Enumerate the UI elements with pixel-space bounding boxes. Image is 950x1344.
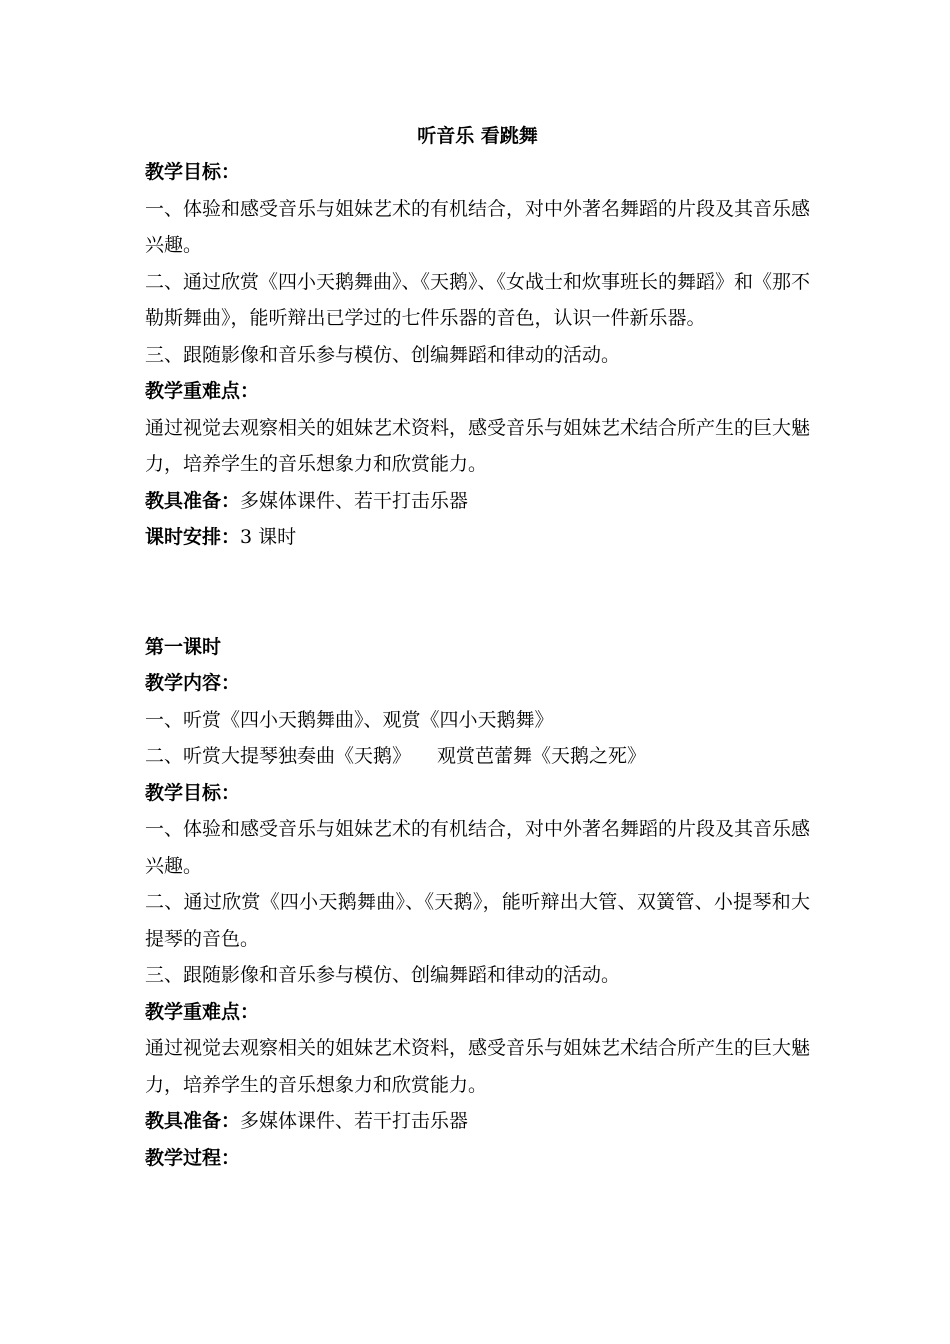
- lesson-1-key-heading: 教学重难点：: [145, 1000, 260, 1023]
- goal-item-1: 一、体验和感受音乐与姐妹艺术的有机结合，对中外著名舞蹈的片段及其音乐感兴趣。: [145, 197, 811, 256]
- key-difficulty-heading: 教学重难点：: [145, 380, 260, 402]
- goal-item-2: 二、通过欣赏《四小天鹅舞曲》、《天鹅》、《女战士和炊事班长的舞蹈》和《那不勒斯舞曲》，能听辩出已学过的七件乐器的音色，认识一件新乐器。: [145, 270, 811, 329]
- teaching-tools-value: 多媒体课件、若干打击乐器: [240, 489, 469, 512]
- lesson-1-content-item-2: [145, 738, 810, 775]
- lesson-1-heading: 第一课时: [145, 635, 222, 658]
- class-hours-value: 3 课时: [240, 526, 297, 548]
- lesson-1-goal-item-2: 二、通过欣赏《四小天鹅舞曲》、《天鹅》，能听辩出大管、双簧管、小提琴和大提琴的音色。: [145, 891, 810, 950]
- teaching-tools-label: 教具准备：: [145, 489, 241, 512]
- lesson-1-tools-label: 教具准备：: [145, 1110, 241, 1132]
- lesson-1-content-item-2b: 观赏芭蕾舞《天鹅之死》: [437, 745, 647, 767]
- teaching-tools: [145, 483, 810, 520]
- lesson-1-tools-value: 多媒体课件、若干打击乐器: [240, 1110, 469, 1132]
- lesson-1-process-heading: 教学过程：: [145, 1146, 241, 1169]
- document-page: [145, 118, 810, 1176]
- lesson-1-content-item-1: 一、听赏《四小天鹅舞曲》、观赏《四小天鹅舞》: [145, 708, 554, 731]
- lesson-1-goal-item-1: 一、体验和感受音乐与姐妹艺术的有机结合，对中外著名舞蹈的片段及其音乐感兴趣。: [145, 818, 811, 877]
- class-hours-label: 课时安排：: [145, 526, 241, 548]
- document-title: 听音乐 看跳舞: [417, 125, 538, 147]
- goal-item-3: 三、跟随影像和音乐参与模仿、创编舞蹈和律动的活动。: [145, 343, 621, 366]
- goal-heading: 教学目标：: [145, 161, 241, 183]
- lesson-1-key-text: 通过视觉去观察相关的姐妹艺术资料，感受音乐与姐妹艺术结合所产生的巨大魅力，培养学生的音乐想象力和欣赏能力。: [145, 1037, 811, 1096]
- lesson-1-teaching-tools: [145, 1103, 810, 1140]
- class-hours: [145, 519, 810, 556]
- lesson-1-content-heading: 教学内容：: [145, 672, 241, 694]
- section-spacer: [145, 556, 810, 629]
- lesson-1-content-item-2a: 二、听赏大提琴独奏曲《天鹅》: [145, 745, 412, 767]
- key-difficulty-text: 通过视觉去观察相关的姐妹艺术资料，感受音乐与姐妹艺术结合所产生的巨大魅力，培养学生的音乐想象力和欣赏能力。: [145, 416, 811, 475]
- lesson-1-goal-item-3: 三、跟随影像和音乐参与模仿、创编舞蹈和律动的活动。: [145, 964, 621, 986]
- lesson-1-goal-heading: 教学目标：: [145, 781, 241, 804]
